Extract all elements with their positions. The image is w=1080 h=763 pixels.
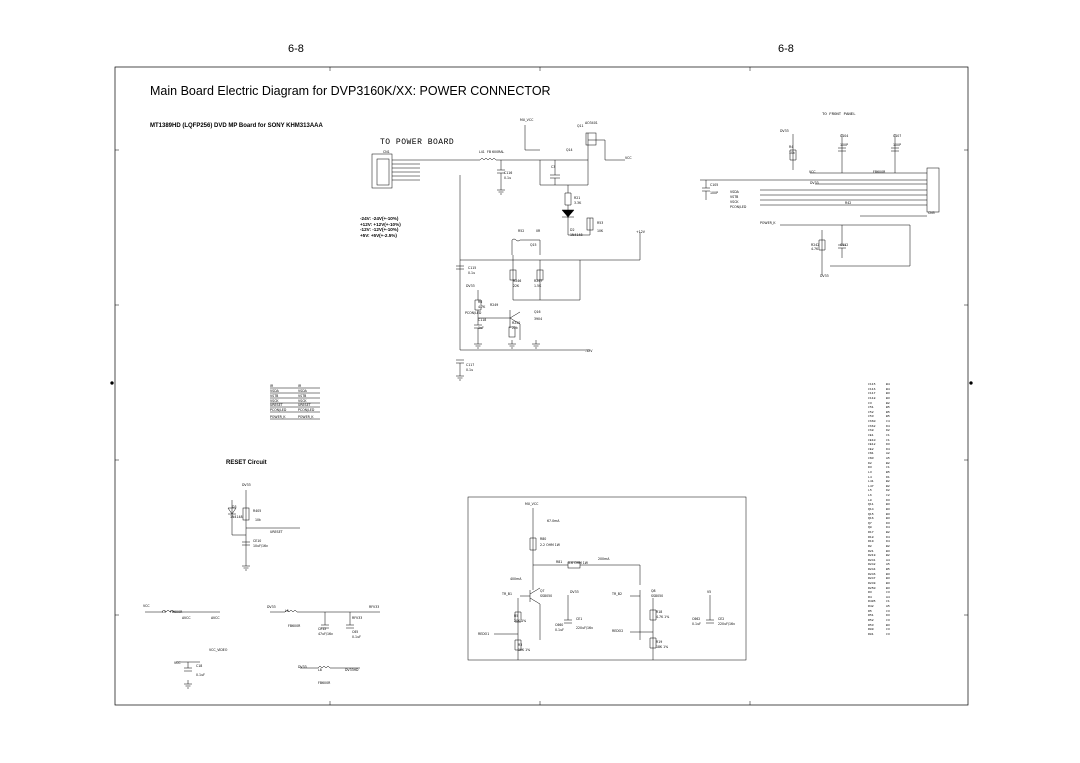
label-c105-value: 100P bbox=[710, 191, 719, 195]
label-c117-value: 0.1u bbox=[466, 368, 474, 372]
label-pin-power: POWER_K bbox=[270, 415, 286, 419]
label-pin-vsck: VSCK bbox=[270, 399, 279, 403]
label-pin-vstb-right: VSTB bbox=[298, 394, 307, 398]
parts-list-location: D4 bbox=[886, 539, 890, 544]
parts-list-location: D2 bbox=[886, 428, 890, 433]
label-r81: R81 bbox=[556, 560, 563, 564]
parts-list-location: A2 bbox=[886, 451, 890, 456]
label-vcc-front: VCC bbox=[809, 170, 816, 174]
label-pin-ir: IR bbox=[270, 384, 274, 388]
label-r250: R250 bbox=[512, 321, 521, 325]
label-l5: L5 bbox=[285, 609, 289, 613]
label-d2-value: 1N4148 bbox=[570, 233, 583, 237]
label-dv33-box: DV33 bbox=[570, 590, 579, 594]
label-ureset: URESET bbox=[270, 530, 283, 534]
label-q11: Q11 bbox=[577, 124, 584, 128]
label-ce2: CE2 bbox=[718, 617, 725, 621]
parts-list-location: B3 bbox=[886, 502, 890, 507]
board-subtitle: MT1389HD (LQFP256) DVD MP Board for SONY KHM313AAA bbox=[150, 123, 323, 129]
parts-list-ref: C51 bbox=[868, 405, 874, 410]
label-mu-vcc: MU_VCC bbox=[520, 118, 534, 122]
label-dv33-l8: DV33 bbox=[298, 665, 307, 669]
label-c65: C65 bbox=[352, 630, 359, 634]
parts-list-location: B3 bbox=[886, 576, 890, 581]
parts-list-location: C1 bbox=[886, 437, 890, 442]
label-r250-value: 22k bbox=[512, 326, 518, 330]
parts-list-location: B5 bbox=[886, 409, 890, 414]
parts-list-location: B4 bbox=[886, 386, 890, 391]
label-ce10-value: 10uF/16v bbox=[253, 544, 268, 548]
label-c107: C107 bbox=[893, 134, 902, 138]
parts-list-location: B5 bbox=[886, 469, 890, 474]
parts-list-location: B2 bbox=[886, 543, 890, 548]
label-l4: L4 bbox=[162, 610, 166, 614]
label-minus12v: -12V bbox=[585, 349, 593, 353]
label-r19: R19 bbox=[656, 640, 663, 644]
parts-list-ref: R5 bbox=[868, 608, 872, 613]
parts-list-ref: C660 bbox=[868, 419, 876, 423]
parts-list-ref: Q11 bbox=[868, 502, 874, 507]
label-r53: R53 bbox=[597, 221, 604, 225]
page-number-right: 6-8 bbox=[778, 43, 794, 55]
label-fb600r: FB 600RAL bbox=[487, 150, 505, 154]
parts-list-ref: L6 bbox=[868, 493, 872, 497]
label-current-2: 200mA bbox=[598, 557, 610, 561]
label-r249: R249 bbox=[490, 303, 499, 307]
label-vcc: VCC bbox=[625, 156, 632, 160]
parts-list-location: B4 bbox=[886, 382, 890, 386]
label-c660: C660 bbox=[555, 623, 564, 627]
label-c116-value: 0.1u bbox=[504, 176, 512, 180]
label-r247-value: 1.5K bbox=[534, 284, 542, 288]
label-fb600r-l8: FB600R bbox=[318, 681, 331, 685]
label-c117: C117 bbox=[466, 363, 475, 367]
label-l41: L41 bbox=[479, 150, 485, 154]
parts-list-location: C4 bbox=[886, 419, 890, 423]
label-ce12-value: 47uF/16v bbox=[318, 632, 333, 636]
parts-list-location: D4 bbox=[886, 525, 890, 530]
label-ce1: CE1 bbox=[576, 617, 583, 621]
label-pin-vsda-right: VSDA bbox=[298, 389, 307, 393]
label-c18-value: 0.1uF bbox=[196, 673, 205, 677]
label-pin-ureset-right: URESET bbox=[298, 403, 311, 407]
label-r18-value: 4.7K 1% bbox=[656, 615, 670, 619]
label-q16-value: 3904 bbox=[534, 317, 543, 321]
parts-list-location: B2 bbox=[886, 483, 890, 488]
parts-list-location: A4 bbox=[886, 557, 890, 562]
cn3-connector bbox=[700, 168, 939, 266]
label-ce2-value: 220uF/16v bbox=[718, 622, 735, 626]
label-c104-value: 100P bbox=[840, 143, 849, 147]
label-c3: C3 bbox=[551, 165, 556, 169]
parts-list-location: B3 bbox=[886, 511, 890, 516]
parts-list-ref: R81 bbox=[868, 631, 874, 636]
parts-list-ref: C53 bbox=[868, 414, 874, 419]
label-c115: C115 bbox=[468, 266, 477, 270]
label-q14: Q14 bbox=[566, 148, 573, 152]
parts-list-ref: CE2 bbox=[868, 446, 874, 451]
label-dv33hd: DV33HD bbox=[345, 668, 359, 672]
parts-list-ref: L8 bbox=[868, 497, 872, 502]
label-r405-value: 10k bbox=[255, 518, 261, 522]
label-c107-value: 100P bbox=[893, 143, 902, 147]
label-pin-ir-right: IR bbox=[298, 384, 302, 388]
label-dv33-front-2: DV33 bbox=[810, 181, 819, 185]
power-spec-line: -24V: -24V(+-10%) bbox=[360, 216, 399, 221]
label-d3: D3 bbox=[232, 505, 237, 509]
parts-list-ref: Q7 bbox=[868, 520, 872, 525]
label-r21-value: 3.3K bbox=[574, 201, 582, 205]
label-tr-b2: TR_B2 bbox=[612, 592, 622, 596]
parts-list-location: C3 bbox=[886, 627, 890, 632]
parts-list-ref: Q14 bbox=[868, 506, 874, 511]
label-c116: C116 bbox=[504, 171, 513, 175]
parts-list-ref: L3 bbox=[868, 469, 872, 474]
label-r52: R52 bbox=[518, 229, 525, 233]
label-c662-value: 0.1uF bbox=[692, 622, 701, 626]
label-rfv33-2: RFV33 bbox=[352, 616, 363, 620]
label-tr-b1: TR_B1 bbox=[502, 592, 512, 596]
label-r80: R80 bbox=[540, 537, 547, 541]
parts-list-location: D3 bbox=[886, 442, 890, 447]
label-redo1: REDO1 bbox=[478, 632, 490, 636]
parts-list-location: B3 bbox=[886, 580, 890, 585]
to-front-panel-label: TO FRONT PANEL bbox=[822, 113, 856, 117]
parts-list-location: D2 bbox=[886, 488, 890, 493]
parts-list-location: C3 bbox=[886, 608, 890, 613]
parts-list-ref: C662 bbox=[868, 423, 876, 428]
parts-list-location: D4 bbox=[886, 446, 890, 451]
label-r21: R21 bbox=[574, 196, 581, 200]
label-c112: C112 bbox=[840, 243, 849, 247]
parts-list-location: D3 bbox=[886, 613, 890, 618]
parts-list-location: B5 bbox=[886, 414, 890, 419]
parts-list-location: B2 bbox=[886, 530, 890, 534]
label-fb600r-l4: FB600R bbox=[170, 610, 183, 614]
label-r247: R247 bbox=[534, 279, 543, 283]
parts-list-ref: C115 bbox=[868, 382, 876, 386]
parts-list-location: B5 bbox=[886, 405, 890, 410]
label-pin-vstb: VSTB bbox=[270, 394, 279, 398]
label-r242-value: 4.7K bbox=[811, 247, 819, 251]
parts-list-location: B3 bbox=[886, 516, 890, 521]
label-c118: C118 bbox=[478, 318, 487, 322]
label-r4: R4 bbox=[789, 145, 794, 149]
label-d2: D2 bbox=[570, 228, 575, 232]
label-vcc-bl: VCC bbox=[143, 604, 150, 608]
label-pin-vsda: VSDA bbox=[270, 389, 279, 393]
parts-list-location: B2 bbox=[886, 460, 890, 465]
parts-list-location: B5 bbox=[886, 567, 890, 571]
label-r3-value: 10K 1% bbox=[518, 648, 531, 652]
parts-list-ref: CN3 bbox=[868, 456, 874, 460]
parts-list-ref: R4 bbox=[868, 594, 872, 599]
parts-list-ref: R242 bbox=[868, 562, 876, 567]
parts-list-location: C1 bbox=[886, 432, 890, 437]
parts-list-ref: R244 bbox=[868, 567, 876, 571]
parts-list-ref: D3 bbox=[868, 465, 872, 470]
label-q8-value: SS8050 bbox=[651, 594, 664, 598]
parts-list-ref: L47 bbox=[868, 483, 874, 488]
label-fb-front: FB600R bbox=[873, 170, 886, 174]
label-dv33-reset: DV33 bbox=[242, 483, 251, 487]
power-spec-line: +5V: +5V(+-2.5%) bbox=[360, 232, 397, 238]
parts-list-location: B3 bbox=[886, 391, 890, 396]
label-rfv33-1: RFV33 bbox=[369, 605, 380, 609]
label-r4-value: 10k bbox=[789, 151, 795, 155]
label-r19-value: 18K 1% bbox=[656, 645, 669, 649]
parts-list-location: B3 bbox=[886, 506, 890, 511]
label-r5-value: 20K 1% bbox=[514, 619, 527, 623]
label-cn1: CN1 bbox=[383, 150, 390, 154]
power-spec-line: -12V: -12V(+-10%) bbox=[360, 227, 399, 233]
label-l8: L8 bbox=[318, 668, 322, 672]
parts-list-ref: CE10 bbox=[868, 437, 876, 442]
parts-list-ref: R21 bbox=[868, 548, 874, 553]
label-c65-value: 0.1uF bbox=[352, 635, 361, 639]
label-q15: Q15 bbox=[530, 243, 537, 247]
parts-list-ref: C68 bbox=[868, 428, 874, 433]
parts-list-location: A4 bbox=[886, 594, 890, 599]
label-pin-vsck-front: VSCK bbox=[730, 200, 739, 204]
frame-ticks bbox=[115, 67, 968, 705]
parts-list-location: D1 bbox=[886, 474, 890, 479]
parts-list-location: A5 bbox=[886, 562, 890, 567]
label-q7-value: SS8050 bbox=[540, 594, 553, 598]
parts-list-location: B2 bbox=[886, 479, 890, 484]
parts-list-location: B3 bbox=[886, 585, 890, 590]
parts-list-ref: R3 bbox=[868, 590, 872, 595]
label-pin-pcon-front: PCON/LED bbox=[730, 205, 747, 209]
label-q16: Q16 bbox=[534, 310, 541, 314]
parts-list-location: C3 bbox=[886, 590, 890, 595]
label-r42: R42 bbox=[845, 201, 852, 205]
label-plus12v: +12V bbox=[636, 230, 645, 234]
parts-list-ref: R405 bbox=[868, 599, 876, 604]
parts-list-ref: R219 bbox=[868, 553, 876, 558]
label-r80-value: 2.2 OHM 1W bbox=[540, 543, 560, 547]
parts-list-location: D3 bbox=[886, 497, 890, 502]
drawing-frame bbox=[115, 67, 968, 705]
label-d3-value: 1N4148 bbox=[230, 515, 243, 519]
label-r6-value: 4.7K bbox=[478, 305, 486, 309]
audio-supply-box bbox=[468, 497, 746, 660]
label-power-k-front: POWER_K bbox=[760, 221, 776, 225]
parts-list-ref: C117 bbox=[868, 391, 876, 396]
label-pin-power-right: POWER_K bbox=[298, 415, 314, 419]
parts-list-ref: R52 bbox=[868, 617, 874, 622]
parts-list-location: B3 bbox=[886, 622, 890, 627]
parts-list-ref: R246 bbox=[868, 571, 876, 576]
parts-list-location: C3 bbox=[886, 631, 890, 636]
parts-list-ref: L4 bbox=[868, 474, 872, 479]
label-pcon: PCON/LED bbox=[465, 311, 482, 315]
parts-list-location: C2 bbox=[886, 493, 890, 497]
label-dv33-front: DV33 bbox=[780, 129, 789, 133]
label-r18: R18 bbox=[656, 610, 663, 614]
parts-list-location: B3 bbox=[886, 395, 890, 400]
ground-symbols bbox=[184, 185, 543, 688]
label-r52-value: 0R bbox=[536, 229, 541, 233]
label-pin-vsda-front: VSDA bbox=[730, 190, 739, 194]
parts-list-location: B2 bbox=[886, 400, 890, 405]
label-r5: R5 bbox=[514, 614, 519, 618]
label-r53-value: 10K bbox=[597, 229, 604, 233]
parts-list-location: C1 bbox=[886, 599, 890, 604]
label-ao3401: AO3401 bbox=[585, 121, 598, 125]
to-power-board-label: TO POWER BOARD bbox=[380, 138, 455, 147]
parts-list-ref: D2 bbox=[868, 460, 872, 465]
label-r3: R3 bbox=[518, 643, 523, 647]
label-dv33: DV33 bbox=[466, 284, 475, 288]
parts-list-location: A5 bbox=[886, 604, 890, 608]
parts-list-ref: C52 bbox=[868, 409, 874, 414]
label-ce12: CE12 bbox=[318, 627, 327, 631]
parts-list-ref: R42 bbox=[868, 604, 874, 608]
parts-list-location: C1 bbox=[886, 465, 890, 470]
parts-list-ref: L5 bbox=[868, 488, 872, 493]
parts-list-location: A5 bbox=[886, 456, 890, 460]
parts-list-location: C3 bbox=[886, 617, 890, 622]
label-dv33-l5: DV33 bbox=[267, 605, 276, 609]
parts-list-ref: C118 bbox=[868, 395, 876, 400]
parts-list-location: D3 bbox=[886, 520, 890, 525]
label-pin-pcon: PCON/LED bbox=[270, 408, 287, 412]
page-title: Main Board Electric Diagram for DVP3160K/XX: POWER CONNECTOR bbox=[150, 84, 551, 98]
parts-list-ref: Q16 bbox=[868, 516, 874, 521]
label-ce10: CE10 bbox=[253, 539, 262, 543]
label-current-1: 67.0mA bbox=[547, 519, 560, 523]
label-pin-vsck-right: VSCK bbox=[298, 399, 307, 403]
page-number-left: 6-8 bbox=[288, 43, 304, 55]
parts-list-ref: L41 bbox=[868, 479, 874, 484]
label-r246: R246 bbox=[513, 279, 522, 283]
parts-list-ref: Q15 bbox=[868, 511, 874, 516]
cn1-connector bbox=[372, 154, 430, 188]
label-r405: R405 bbox=[253, 509, 262, 513]
label-cn3: CN3 bbox=[928, 211, 935, 215]
parts-list-ref: R241 bbox=[868, 557, 876, 562]
label-mu-vcc-2: MU_VCC bbox=[525, 502, 539, 506]
label-c662: C662 bbox=[692, 617, 701, 621]
label-c105: C105 bbox=[710, 183, 719, 187]
parts-list-location: D4 bbox=[886, 534, 890, 539]
parts-list-ref: C116 bbox=[868, 386, 876, 391]
parts-list-ref: CE12 bbox=[868, 442, 876, 447]
power-spec-line: +12V: +12V(+-10%) bbox=[360, 221, 401, 227]
parts-list-ref: R51 bbox=[868, 613, 874, 618]
label-r242: R242 bbox=[811, 243, 820, 247]
label-c660-value: 0.1uF bbox=[555, 628, 564, 632]
label-c118-value: 1uF bbox=[478, 326, 484, 330]
label-pin-pcon-right: PCON/LED bbox=[298, 408, 315, 412]
label-r6: R6 bbox=[478, 300, 483, 304]
label-c115-value: 0.1u bbox=[468, 271, 476, 275]
label-ce1-value: 220uF/16v bbox=[576, 626, 593, 630]
label-c18: C18 bbox=[196, 664, 203, 668]
parts-list-ref: CN1 bbox=[868, 451, 874, 456]
label-q7: Q7 bbox=[540, 589, 545, 593]
parts-list-ref: R247 bbox=[868, 576, 876, 581]
label-vcc-c18: VCC bbox=[174, 661, 181, 665]
label-pin-ureset: URESET bbox=[270, 403, 283, 407]
parts-list-ref: R2 bbox=[868, 543, 872, 548]
parts-list-location: B2 bbox=[886, 553, 890, 558]
label-q8: Q8 bbox=[651, 589, 656, 593]
parts-list-ref: R19 bbox=[868, 539, 874, 544]
label-redo2: REDO2 bbox=[612, 629, 624, 633]
label-c104: C104 bbox=[840, 134, 849, 138]
reset-circuit-title: RESET Circuit bbox=[226, 460, 267, 466]
parts-list-ref: R80 bbox=[868, 627, 874, 632]
label-current-3: 400mA bbox=[510, 577, 522, 581]
parts-list-ref: R53 bbox=[868, 622, 874, 627]
label-dv33-front-3: DV33 bbox=[820, 274, 829, 278]
parts-list-ref: R249 bbox=[868, 580, 876, 585]
parts-list-location: D4 bbox=[886, 423, 890, 428]
label-pin-vstb-front: VSTB bbox=[730, 195, 739, 199]
parts-list-location: B3 bbox=[886, 548, 890, 553]
parts-list-ref: R17 bbox=[868, 530, 874, 534]
label-r246-value: 22K bbox=[513, 284, 520, 288]
label-avcc-2: AVCC bbox=[211, 616, 220, 620]
parts-list-ref: Q8 bbox=[868, 525, 872, 530]
parts-list-ref: R18 bbox=[868, 534, 874, 539]
label-fb600r-l5: FB600R bbox=[288, 624, 301, 628]
label-avcc-1: AVCC bbox=[182, 616, 191, 620]
label-v5: V5 bbox=[707, 590, 712, 594]
parts-list-location: B3 bbox=[886, 571, 890, 576]
parts-list-ref: C3 bbox=[868, 400, 872, 405]
label-vcc-video: VCC_VIDEO bbox=[209, 648, 228, 652]
parts-list-ref: R250 bbox=[868, 585, 876, 590]
parts-list-ref: CE1 bbox=[868, 432, 874, 437]
label-r81-value: 5.6 OHM 1W bbox=[568, 561, 588, 565]
